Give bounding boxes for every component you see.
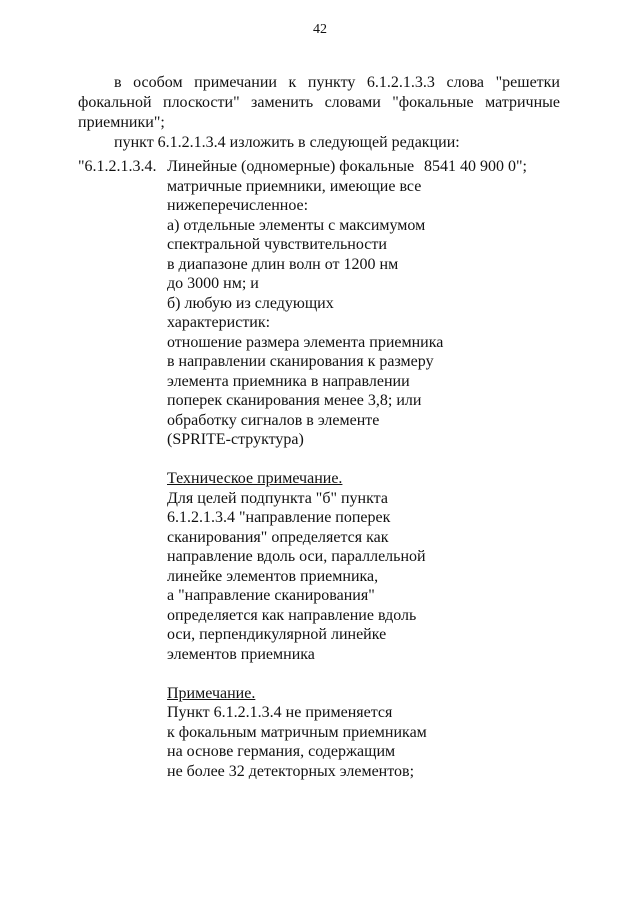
intro-paragraph-1-line-1: в особом примечании к пункту 6.1.2.1.3.3 слова "решетки	[114, 74, 560, 91]
tech-note-line: элементов приемника	[167, 645, 315, 663]
body-line: характеристик:	[167, 314, 271, 331]
body-line: до 3000 нм; и	[167, 275, 259, 292]
body-line: спектральной чувствительности	[167, 236, 387, 253]
tech-note-line: направление вдоль оси, параллельной	[167, 548, 426, 565]
intro-text	[78, 73, 560, 153]
tech-note-line: линейке элементов приемника,	[167, 567, 379, 585]
note-line: не более 32 детекторных элементов;	[167, 762, 415, 780]
tech-note-line: 6.1.2.1.3.4 "направление поперек	[167, 509, 391, 526]
body-line: обработку сигналов в элементе	[167, 411, 380, 429]
body-line: в направлении сканирования к размеру	[167, 353, 434, 370]
intro-paragraph-1-line-3: приемники";	[78, 114, 165, 131]
tech-note-line: Для целей подпункта "б" пункта	[167, 489, 388, 507]
body-line: поперек сканирования менее 3,8; или	[167, 392, 422, 409]
body-line: отношение размера элемента приемника	[167, 333, 444, 351]
spacer	[167, 450, 437, 470]
body-line: нижеперечисленное:	[167, 197, 309, 214]
tech-note-line: оси, перпендикулярной линейке	[167, 626, 387, 643]
body-line: элемента приемника в направлении	[167, 372, 410, 390]
tech-note-line: сканирования" определяется как	[167, 528, 389, 546]
tech-note-heading: Техническое примечание.	[167, 470, 343, 487]
intro-paragraph-1-line-2: фокальной плоскости" заменить словами "фокальные матричные	[78, 94, 560, 111]
note-line: Пункт 6.1.2.1.3.4 не применяется	[167, 704, 393, 721]
body-line: а) отдельные элементы с максимумом	[167, 216, 426, 234]
entry-code: "6.1.2.1.3.4.	[78, 158, 157, 175]
tech-note-line: определяется как направление вдоль	[167, 606, 417, 624]
body-line: Линейные (одномерные) фокальные	[167, 158, 415, 175]
body-line: б) любую из следующих	[167, 294, 334, 312]
note-line: к фокальным матричным приемникам	[167, 723, 427, 741]
intro-paragraph-2: пункт 6.1.2.1.3.4 изложить в следующей редакции:	[114, 134, 460, 151]
note-line: на основе германия, содержащим	[167, 743, 396, 760]
entry-tnved-code: 8541 40 900 0";	[424, 158, 527, 175]
page-number: 42	[313, 22, 327, 37]
entry-body	[167, 157, 444, 781]
tech-note-line: а "направление сканирования"	[167, 587, 375, 604]
note-heading: Примечание.	[167, 684, 256, 702]
spacer	[167, 664, 437, 684]
body-line: в диапазоне длин волн от 1200 нм	[167, 255, 399, 273]
body-line: матричные приемники, имеющие все	[167, 177, 422, 195]
body-line: (SPRITE-структура)	[167, 431, 304, 448]
